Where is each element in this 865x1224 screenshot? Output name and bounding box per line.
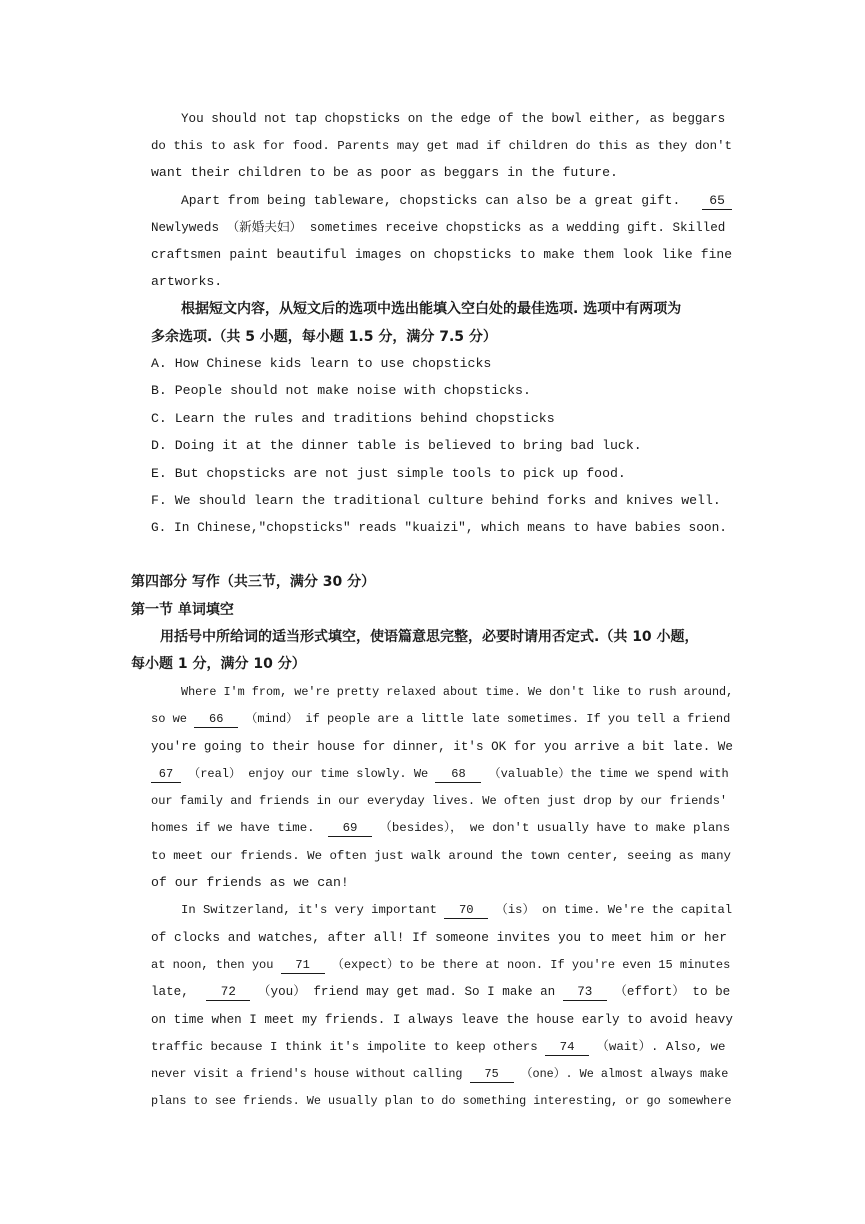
passage2-line [151, 1037, 732, 1057]
part4-instruction: 用括号中所给词的适当形式填空，使语篇意思完整，必要时请用否定式.（共 10 小题， [160, 629, 699, 645]
passage2-line: to meet our friends. We often just walk around the town center, seeing as many [151, 849, 731, 863]
passage2-line [151, 955, 732, 975]
passage2-text: （effort） to be [614, 985, 731, 999]
passage2-line [151, 709, 732, 729]
option-e: E. But chopsticks are not just simple tools to pick up food. [151, 466, 626, 481]
passage1-text: Apart from being tableware, chopsticks can also be a great gift. [181, 193, 681, 208]
option-a: A. How Chinese kids learn to use chopsticks [151, 356, 492, 371]
passage2-line: of our friends as we can! [151, 875, 349, 890]
passage2-line: on time when I meet my friends. I always leave the house early to avoid heavy [151, 1013, 733, 1027]
passage2-text: traffic because I think it's impolite to keep others [151, 1040, 538, 1054]
answer-blank-73: 73 [563, 984, 607, 1001]
passage2-text: （besides）， we don't usually have to make plans [379, 821, 731, 835]
passage2-text: （valuable）the time we spend with [488, 767, 729, 781]
passage1-line: craftsmen paint beautiful images on chopsticks to make them look like fine [151, 247, 732, 262]
section1-title: 第一节 单词填空 [131, 602, 234, 618]
instruction-line: 多余选项.（共 5 小题，每小题 1.5 分，满分 7.5 分） [151, 329, 497, 345]
passage2-text: In Switzerland, it's very important [181, 903, 437, 917]
passage2-text: at noon, then you [151, 958, 274, 972]
instruction-line: 根据短文内容，从短文后的选项中选出能填入空白处的最佳选项. 选项中有两项为 [181, 301, 682, 317]
passage2-text: （one）. We almost always make [520, 1067, 729, 1081]
answer-blank-66: 66 [194, 711, 238, 728]
passage2-line: our family and friends in our everyday lives. We often just drop by our friends' [151, 794, 728, 808]
passage2-line [151, 818, 732, 838]
option-c: C. Learn the rules and traditions behind chopsticks [151, 411, 555, 426]
passage2-text: （wait）. Also, we [596, 1040, 726, 1054]
option-d: D. Doing it at the dinner table is believed to bring bad luck. [151, 438, 642, 453]
passage2-text: （mind） if people are a little late sometimes. If you tell a friend [245, 712, 731, 726]
passage2-text: （you） friend may get mad. So I make an [257, 985, 556, 999]
passage2-text: homes if we have time. [151, 821, 315, 835]
passage2-line: of clocks and watches, after all! If someone invites you to meet him or her [151, 930, 727, 945]
part4-instruction: 每小题 1 分，满分 10 分） [131, 656, 306, 672]
passage2-text: （real） enjoy our time slowly. We [188, 767, 429, 781]
passage2-line [181, 900, 732, 920]
option-g: G. In Chinese,"chopsticks" reads "kuaizi", which means to have babies soon. [151, 520, 727, 535]
answer-blank-75: 75 [470, 1066, 514, 1083]
passage2-line: plans to see friends. We usually plan to do something interesting, or go somewhere [151, 1094, 732, 1108]
passage1-line: want their children to be as poor as beggars in the future. [151, 165, 618, 180]
passage2-text: （is） on time. We're the capital [495, 903, 733, 917]
option-b: B. People should not make noise with chopsticks. [151, 383, 531, 398]
answer-blank-67: 67 [151, 766, 181, 783]
answer-blank-65: 65 [702, 193, 732, 210]
passage2-text: （expect）to be there at noon. If you're even 15 minutes [331, 958, 731, 972]
passage2-text: so we [151, 712, 188, 726]
answer-blank-72: 72 [206, 984, 250, 1001]
answer-blank-69: 69 [328, 820, 372, 837]
passage2-line: you're going to their house for dinner, it's OK for you arrive a bit late. We [151, 740, 733, 754]
passage1-line: You should not tap chopsticks on the edge of the bowl either, as beggars [181, 112, 726, 126]
answer-blank-71: 71 [281, 957, 325, 974]
passage1-line [181, 191, 732, 211]
passage2-line [151, 982, 732, 1002]
passage1-line: Newlyweds （新婚夫妇） sometimes receive chopsticks as a wedding gift. Skilled [151, 221, 726, 235]
answer-blank-68: 68 [435, 766, 481, 783]
passage2-line: Where I'm from, we're pretty relaxed about time. We don't like to rush around, [181, 685, 734, 699]
passage2-line [151, 1064, 732, 1084]
option-f: F. We should learn the traditional culture behind forks and knives well. [151, 493, 721, 508]
answer-blank-70: 70 [444, 902, 488, 919]
passage2-text: never visit a friend's house without calling [151, 1067, 463, 1081]
passage2-line [151, 764, 732, 784]
passage1-line: artworks. [151, 274, 223, 289]
passage1-line: do this to ask for food. Parents may get mad if children do this as they don't [151, 139, 732, 153]
passage2-text: late, [151, 985, 189, 999]
answer-blank-74: 74 [545, 1039, 589, 1056]
part4-title: 第四部分 写作（共三节，满分 30 分） [131, 574, 376, 590]
